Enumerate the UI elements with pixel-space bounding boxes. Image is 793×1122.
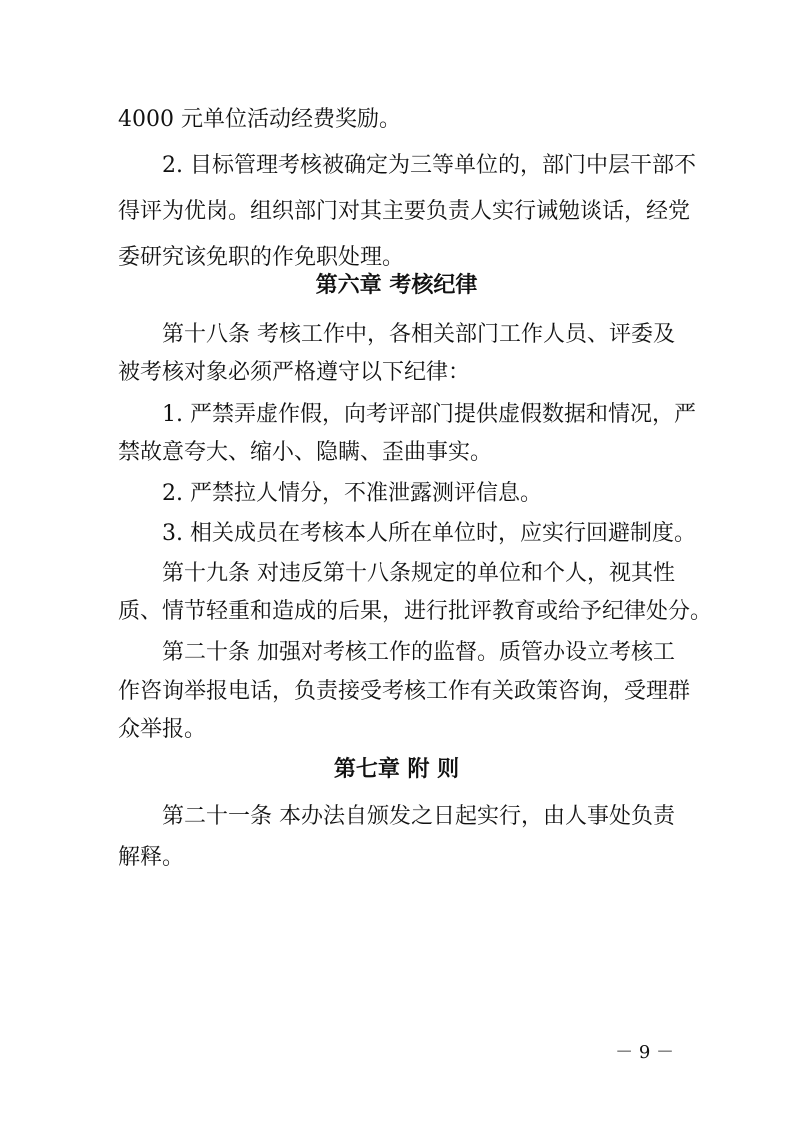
- line-text: 2. 严禁拉人情分，不准泄露测评信息。: [162, 481, 542, 506]
- paragraph-line: [0, 192, 793, 232]
- chapter-heading-7: 第七章 附 则: [333, 757, 460, 782]
- line-text: 被考核对象必须严格遵守以下纪律：: [118, 360, 471, 385]
- paragraph-line: [0, 838, 793, 878]
- line-text: 禁故意夸大、缩小、隐瞒、歪曲事实。: [118, 440, 493, 465]
- paragraph-line: [0, 146, 793, 186]
- line-text: 3. 相关成员在考核本人所在单位时，应实行回避制度。: [162, 521, 696, 546]
- article-21-line: [0, 797, 793, 837]
- article-20-line: [0, 633, 793, 673]
- paragraph-line: [0, 395, 793, 435]
- line-text: 众举报。: [118, 717, 207, 742]
- line-text: 解释。: [118, 845, 185, 870]
- paragraph-line: [0, 474, 793, 514]
- line-text: 2. 目标管理考核被确定为三等单位的，部门中层干部不: [162, 153, 696, 178]
- paragraph-line: [0, 514, 793, 554]
- line-text: 作咨询举报电话，负责接受考核工作有关政策咨询，受理群: [118, 679, 691, 704]
- page-number: － 9 －: [615, 1042, 674, 1063]
- line-text: 第十八条 考核工作中，各相关部门工作人员、评委及: [162, 322, 675, 347]
- chapter-heading-6: 第六章 考核纪律: [315, 273, 478, 298]
- line-text: 第二十一条 本办法自颁发之日起实行，由人事处负责: [162, 804, 675, 829]
- paragraph-line: [0, 672, 793, 712]
- line-text: 得评为优岗。组织部门对其主要负责人实行诫勉谈话，经党: [118, 199, 691, 224]
- article-19-line: [0, 554, 793, 594]
- paragraph-line: [0, 433, 793, 473]
- paragraph-line: [0, 353, 793, 393]
- line-text: 质、情节轻重和造成的后果，进行批评教育或给予纪律处分。: [118, 599, 713, 624]
- paragraph-line: [0, 592, 793, 632]
- line-text: 1. 严禁弄虚作假，向考评部门提供虚假数据和情况，严: [162, 402, 696, 427]
- line-text: 委研究该免职的作免职处理。: [118, 245, 405, 270]
- paragraph-line: [0, 710, 793, 750]
- paragraph-line: [0, 100, 793, 140]
- line-text: 第二十条 加强对考核工作的监督。质管办设立考核工: [162, 640, 675, 665]
- article-18-line: [0, 315, 793, 355]
- line-text: 第十九条 对违反第十八条规定的单位和个人，视其性: [162, 561, 675, 586]
- line-text: 4000 元单位活动经费奖励。: [118, 107, 401, 132]
